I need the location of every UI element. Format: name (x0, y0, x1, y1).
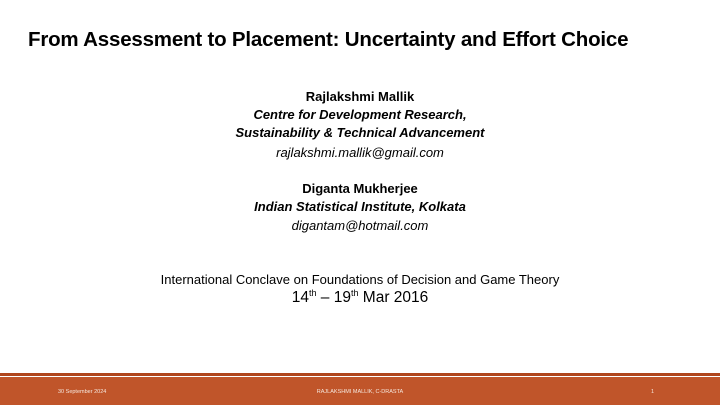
start-day-suffix: th (308, 287, 317, 298)
author-1-name: Rajlakshmi Mallik (305, 89, 415, 104)
slide-title: From Assessment to Placement: Uncertainty and Effort Choice (28, 28, 629, 51)
footer-presenter: RAJLAKSHMI MALLIK, C-DRASTA (316, 389, 404, 395)
author-2-name: Diganta Mukherjee (302, 181, 418, 196)
end-day-suffix: th (350, 287, 359, 298)
author-1-affiliation-line1: Centre for Development Research, (253, 107, 467, 122)
conference-name: International Conclave on Foundations of Decision and Game Theory (160, 272, 560, 287)
month-year: Mar 2016 (358, 289, 429, 306)
start-day: 14 (291, 289, 309, 306)
footer-accent-line (0, 373, 720, 376)
author-1-affiliation-line2: Sustainability & Technical Advancement (235, 125, 485, 140)
date-separator: – (316, 289, 334, 306)
conference-dates (0, 289, 720, 307)
footer-date: 30 September 2024 (58, 389, 107, 395)
slide-number: 1 (651, 389, 655, 395)
author-2-affiliation: Indian Statistical Institute, Kolkata (254, 199, 466, 214)
author-1-email: rajlakshmi.mallik@gmail.com (276, 145, 444, 160)
end-day: 19 (333, 289, 351, 306)
author-2-email: digantam@hotmail.com (291, 218, 429, 233)
